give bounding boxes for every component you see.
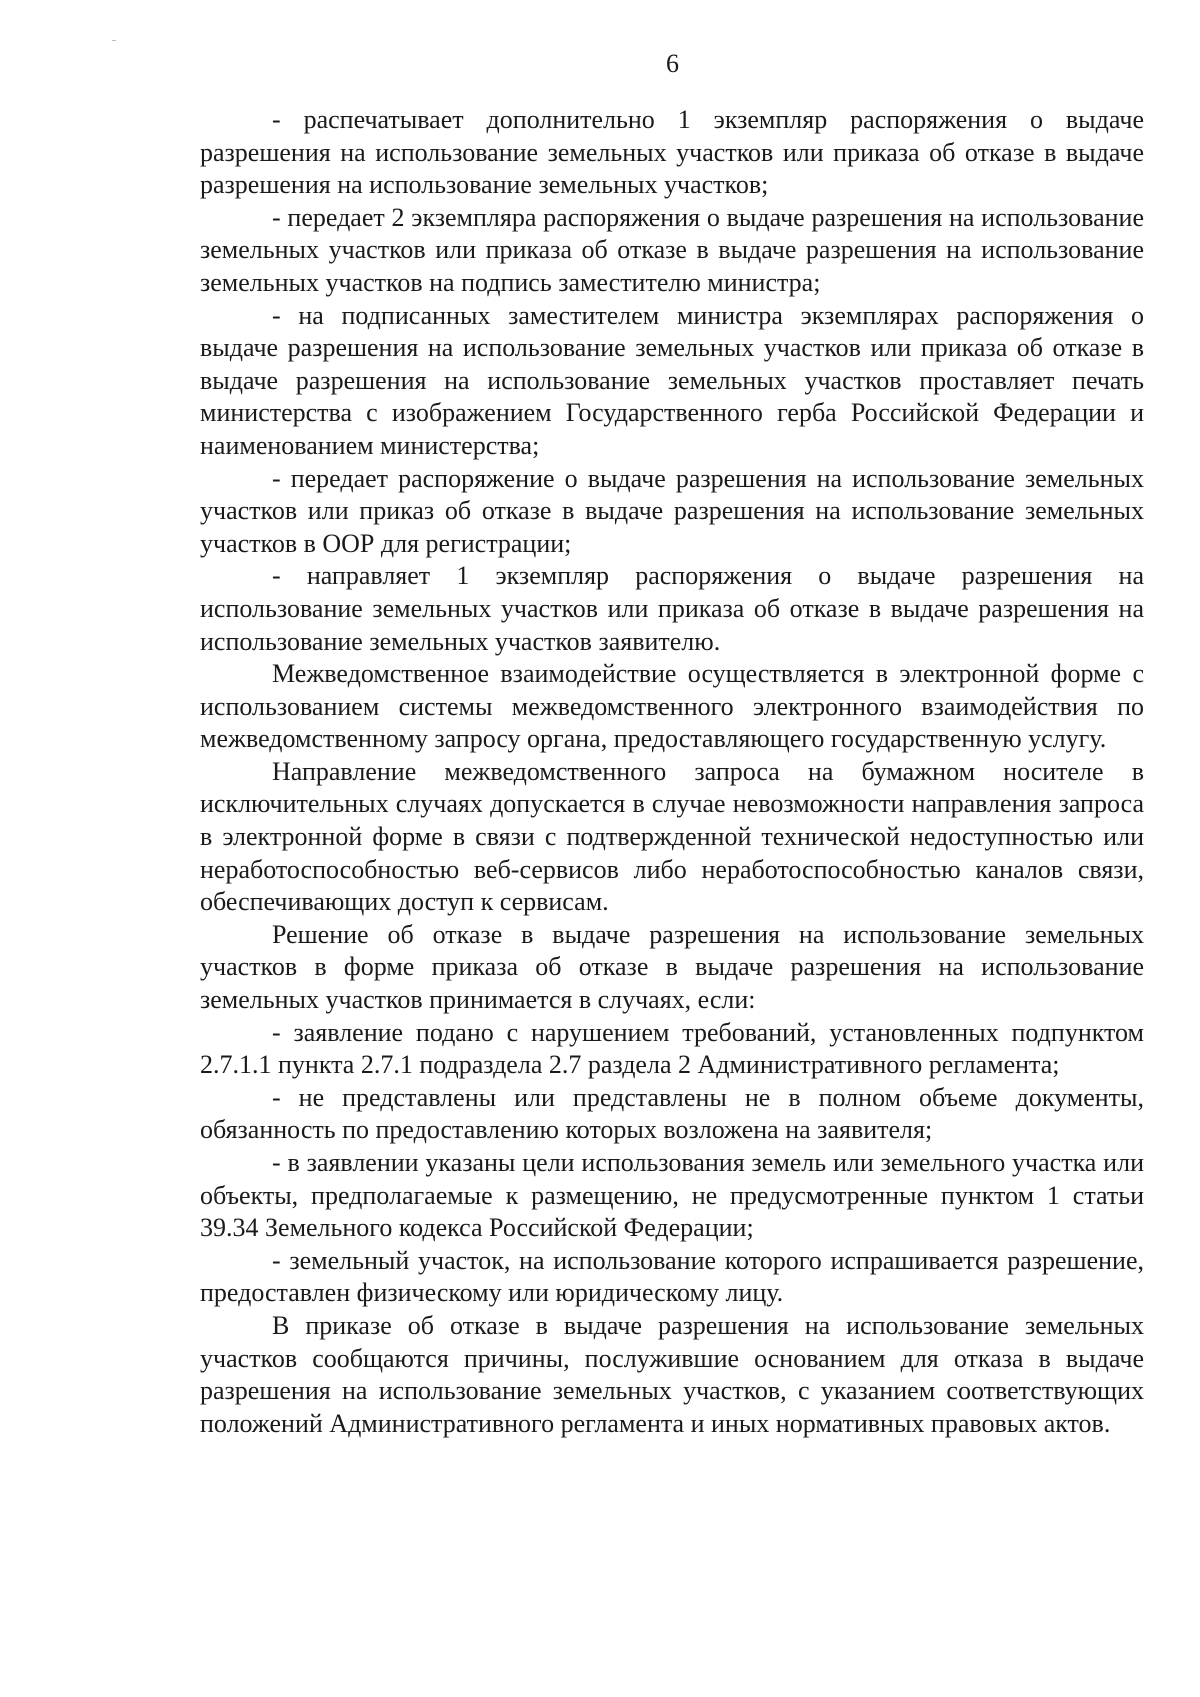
list-item-print-copy: - распечатывает дополнительно 1 экземпляр распоряжения о выдаче разрешения на использование земельных участков или приказа об отказе в выдаче разрешения на использование земельных участков; bbox=[200, 105, 1144, 200]
list-item-send-to-applicant: - направляет 1 экземпляр распоряжения о выдаче разрешения на использование земельных участков или приказа об отказе в выдаче разрешения на использование земельных участков заявителю. bbox=[200, 561, 1144, 656]
list-item-refusal-reason-documents: - не представлены или представлены не в полном объеме документы, обязанность по предоставлению которых возложена на заявителя; bbox=[200, 1082, 1144, 1145]
paragraph-paper-request: Направление межведомственного запроса на бумажном носителе в исключительных случаях допускается в случае невозможности направления запроса в электронной форме в связи с подтвержденной технической недоступностью или неработоспособностью веб-сервисов либо неработоспособностью каналов связи, обеспечивающих доступ к сервисам. bbox=[200, 756, 1144, 917]
document-body bbox=[200, 104, 1144, 1440]
paragraph-refusal-order-contents: В приказе об отказе в выдаче разрешения на использование земельных участков сообщаются причины, послужившие основанием для отказа в выдаче разрешения на использование земельных участков, с указанием соответствующих положений Административного регламента и иных нормативных правовых актов. bbox=[200, 1310, 1144, 1438]
page-number: 6 bbox=[666, 49, 679, 78]
paragraph-refusal-decision: Решение об отказе в выдаче разрешения на использование земельных участков в форме приказа об отказе в выдаче разрешения на использование земельных участков принимается в случаях, если: bbox=[200, 919, 1144, 1015]
list-item-affix-seal: - на подписанных заместителем министра экземплярах распоряжения о выдаче разрешения на использование земельных участков или приказа об отказе в выдаче разрешения на использование земельных участков проставляет печать министерства с изображением Государственного герба Российской Федерации и наименованием министерства; bbox=[200, 300, 1144, 460]
scan-artifact bbox=[112, 40, 116, 41]
list-item-pass-for-signature: - передает 2 экземпляра распоряжения о выдаче разрешения на использование земельных участков или приказа об отказе в выдаче разрешения на использование земельных участков на подпись заместителю министра; bbox=[200, 202, 1144, 297]
list-item-refusal-reason-purpose: - в заявлении указаны цели использования земель или земельного участка или объекты, предполагаемые к размещению, не предусмотренные пунктом 1 статьи 39.34 Земельного кодекса Российской Федерации; bbox=[200, 1148, 1144, 1243]
paragraph-interagency-interaction: Межведомственное взаимодействие осуществляется в электронной форме с использованием системы межведомственного электронного взаимодействия по межведомственному запросу органа, предоставляющего государственную услугу. bbox=[200, 659, 1144, 754]
list-item-pass-for-registration: - передает распоряжение о выдаче разрешения на использование земельных участков или приказ об отказе в выдаче разрешения на использование земельных участков в ООР для регистрации; bbox=[200, 463, 1144, 558]
list-item-refusal-reason-requirements: - заявление подано с нарушением требований, установленных подпунктом 2.7.1.1 пункта 2.7.1 подраздела 2.7 раздела 2 Административного регламента; bbox=[200, 1017, 1144, 1080]
list-item-refusal-reason-land-provided: - земельный участок, на использование которого испрашивается разрешение, предоставлен физическому или юридическому лицу. bbox=[200, 1245, 1144, 1308]
